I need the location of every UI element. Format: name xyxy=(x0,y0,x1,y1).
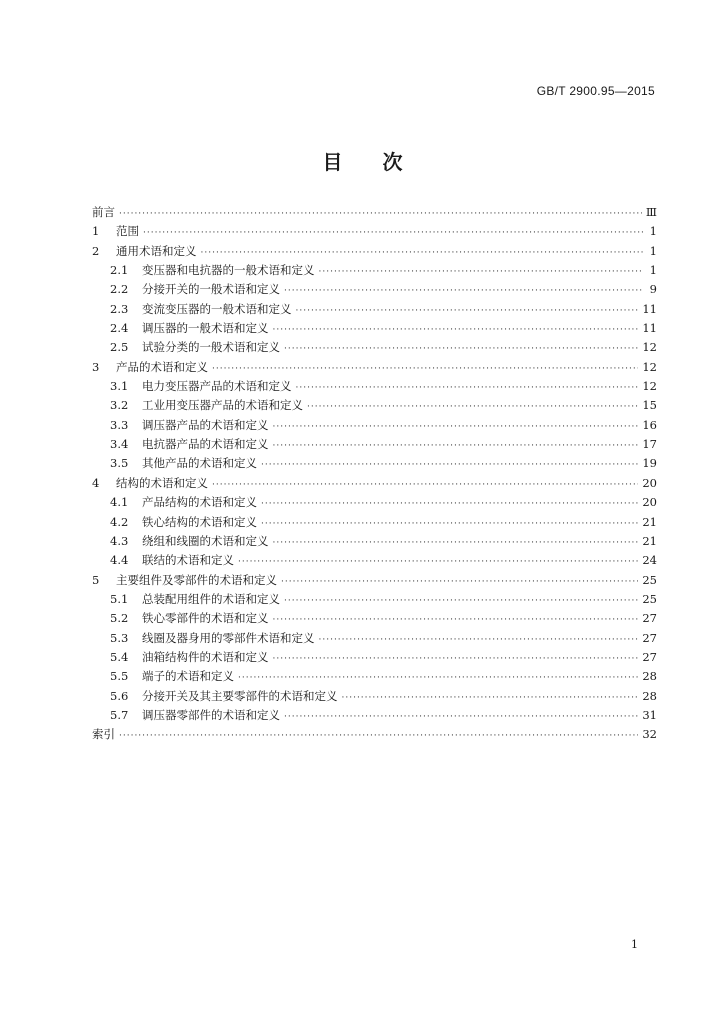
dot-leader xyxy=(212,481,638,490)
toc-entry[interactable] xyxy=(92,417,657,436)
title-char-2: 次 xyxy=(382,150,403,174)
toc-entry-page: 21 xyxy=(642,514,657,529)
toc-entry-number: 3 xyxy=(92,359,100,374)
toc-entry-label: 其他产品的术语和定义 xyxy=(142,456,257,471)
toc-entry[interactable] xyxy=(92,514,657,533)
dot-leader xyxy=(238,674,638,683)
toc-entry-page: 28 xyxy=(642,669,657,684)
dot-leader xyxy=(273,539,639,548)
toc-entry-page: 1 xyxy=(649,243,657,258)
toc-entry-page: Ⅲ xyxy=(645,205,657,219)
toc-entry-page: 12 xyxy=(642,340,657,355)
toc-entry-number: 3.1 xyxy=(110,379,129,394)
toc-entry-page: 25 xyxy=(642,572,657,587)
toc-entry-number: 5.7 xyxy=(110,707,129,722)
toc-entry-page: 12 xyxy=(642,379,657,394)
toc-entry-page: 9 xyxy=(649,282,657,297)
toc-entry-number: 4 xyxy=(92,475,100,490)
toc-entry-number: 2 xyxy=(92,243,100,258)
dot-leader xyxy=(201,249,644,258)
toc-entry[interactable] xyxy=(92,320,657,339)
toc-entry-number: 1 xyxy=(92,224,100,239)
toc-entry-label: 分接开关及其主要零部件的术语和定义 xyxy=(142,688,338,703)
toc-entry-page: 12 xyxy=(642,359,657,374)
toc-entry-label: 产品的术语和定义 xyxy=(116,359,208,374)
toc-entry[interactable] xyxy=(92,397,657,416)
toc-entry-number: 5.5 xyxy=(110,669,129,684)
dot-leader xyxy=(238,558,638,567)
dot-leader xyxy=(212,365,638,374)
toc-entry-label: 试验分类的一般术语和定义 xyxy=(142,340,280,355)
toc-entry-page: 1 xyxy=(649,263,657,278)
toc-entry-page: 17 xyxy=(642,437,657,452)
title-char-1: 目 xyxy=(322,150,343,174)
toc-entry-label: 工业用变压器产品的术语和定义 xyxy=(142,398,303,413)
toc-entry-label: 铁心零部件的术语和定义 xyxy=(142,611,269,626)
toc-entry-page: 28 xyxy=(642,688,657,703)
page-title xyxy=(0,146,725,175)
toc-entry[interactable] xyxy=(92,243,657,262)
toc-entry-page: 1 xyxy=(649,224,657,239)
toc-entry-label: 结构的术语和定义 xyxy=(116,475,208,490)
toc-entry[interactable] xyxy=(92,475,657,494)
dot-leader xyxy=(284,287,643,296)
toc-entry-page: 32 xyxy=(642,727,657,742)
toc-entry-label: 绕组和线圈的术语和定义 xyxy=(142,533,269,548)
toc-entry-label: 调压器产品的术语和定义 xyxy=(142,417,269,432)
toc-entry-label: 油箱结构件的术语和定义 xyxy=(142,649,269,664)
toc-entry[interactable] xyxy=(92,281,657,300)
toc-entry[interactable] xyxy=(92,668,657,687)
toc-entry-page: 27 xyxy=(642,611,657,626)
toc-entry-label: 分接开关的一般术语和定义 xyxy=(142,282,280,297)
toc-entry-label: 索引 xyxy=(92,727,115,742)
toc-entry-page: 20 xyxy=(642,495,657,510)
dot-leader xyxy=(307,403,638,412)
toc-entry-label: 电抗器产品的术语和定义 xyxy=(142,437,269,452)
dot-leader xyxy=(273,326,639,335)
toc-entry-page: 16 xyxy=(642,417,657,432)
dot-leader xyxy=(319,636,639,645)
toc-entry-page: 11 xyxy=(642,301,657,316)
toc-entry-number: 2.3 xyxy=(110,301,129,316)
toc-entry-number: 5.2 xyxy=(110,611,129,626)
toc-entry-label: 范围 xyxy=(116,224,139,239)
toc-entry[interactable] xyxy=(92,494,657,513)
dot-leader xyxy=(261,461,638,470)
toc-entry[interactable] xyxy=(92,455,657,474)
toc-entry-label: 主要组件及零部件的术语和定义 xyxy=(116,572,277,587)
toc-entry[interactable] xyxy=(92,630,657,649)
toc-entry-number: 5.3 xyxy=(110,630,129,645)
toc-entry-label: 铁心结构的术语和定义 xyxy=(142,514,257,529)
dot-leader xyxy=(261,500,638,509)
toc-entry-number: 4.3 xyxy=(110,533,129,548)
toc-entry-page: 15 xyxy=(642,398,657,413)
page-number: 1 xyxy=(631,938,638,951)
dot-leader xyxy=(119,210,642,219)
toc-entry-label: 前言 xyxy=(92,205,115,219)
toc-entry-label: 线圈及器身用的零部件术语和定义 xyxy=(142,630,315,645)
toc-entry[interactable] xyxy=(92,204,657,223)
dot-leader xyxy=(261,520,638,529)
toc-entry-number: 5 xyxy=(92,572,100,587)
toc-entry-label: 调压器零部件的术语和定义 xyxy=(142,707,280,722)
toc-entry[interactable] xyxy=(92,591,657,610)
toc-entry-number: 3.3 xyxy=(110,417,129,432)
dot-leader xyxy=(273,616,639,625)
toc-entry[interactable] xyxy=(92,649,657,668)
toc-entry-number: 5.6 xyxy=(110,688,129,703)
toc-entry-number: 4.1 xyxy=(110,495,129,510)
dot-leader xyxy=(273,655,639,664)
dot-leader xyxy=(273,423,639,432)
dot-leader xyxy=(281,578,638,587)
table-of-contents xyxy=(92,204,657,746)
toc-entry[interactable] xyxy=(92,378,657,397)
toc-entry-label: 通用术语和定义 xyxy=(116,243,197,258)
dot-leader xyxy=(284,713,638,722)
toc-entry-page: 21 xyxy=(642,533,657,548)
toc-entry[interactable] xyxy=(92,301,657,320)
toc-entry[interactable] xyxy=(92,610,657,629)
toc-entry[interactable] xyxy=(92,359,657,378)
toc-entry-number: 2.4 xyxy=(110,321,129,336)
toc-entry-label: 端子的术语和定义 xyxy=(142,669,234,684)
toc-entry-number: 3.2 xyxy=(110,398,129,413)
toc-entry[interactable] xyxy=(92,707,657,726)
toc-entry[interactable] xyxy=(92,262,657,281)
toc-entry-label: 变流变压器的一般术语和定义 xyxy=(142,301,292,316)
dot-leader xyxy=(119,732,638,741)
toc-entry-page: 27 xyxy=(642,630,657,645)
toc-entry-number: 4.2 xyxy=(110,514,129,529)
dot-leader xyxy=(273,442,639,451)
toc-entry-number: 2.1 xyxy=(110,263,129,278)
toc-entry-number: 4.4 xyxy=(110,553,129,568)
toc-entry[interactable] xyxy=(92,533,657,552)
toc-entry-label: 调压器的一般术语和定义 xyxy=(142,321,269,336)
toc-entry-page: 31 xyxy=(642,707,657,722)
toc-entry-number: 5.1 xyxy=(110,591,129,606)
toc-entry-label: 电力变压器产品的术语和定义 xyxy=(142,379,292,394)
toc-entry-number: 3.4 xyxy=(110,437,129,452)
toc-entry-page: 20 xyxy=(642,475,657,490)
toc-entry-label: 变压器和电抗器的一般术语和定义 xyxy=(142,263,315,278)
dot-leader xyxy=(296,384,639,393)
toc-entry-label: 联结的术语和定义 xyxy=(142,553,234,568)
toc-entry-number: 3.5 xyxy=(110,456,129,471)
dot-leader xyxy=(296,307,639,316)
toc-entry-page: 19 xyxy=(642,456,657,471)
dot-leader xyxy=(284,345,638,354)
toc-entry-number: 2.5 xyxy=(110,340,129,355)
toc-entry-page: 25 xyxy=(642,591,657,606)
toc-entry[interactable] xyxy=(92,339,657,358)
toc-entry[interactable] xyxy=(92,688,657,707)
toc-entry[interactable] xyxy=(92,726,657,745)
toc-entry-page: 27 xyxy=(642,649,657,664)
toc-entry[interactable] xyxy=(92,572,657,591)
toc-entry[interactable] xyxy=(92,436,657,455)
toc-entry-page: 24 xyxy=(642,553,657,568)
dot-leader xyxy=(284,597,638,606)
toc-entry[interactable] xyxy=(92,552,657,571)
toc-entry-number: 5.4 xyxy=(110,649,129,664)
toc-entry-page: 11 xyxy=(642,321,657,336)
dot-leader xyxy=(342,694,639,703)
toc-entry[interactable] xyxy=(92,223,657,242)
dot-leader xyxy=(319,268,644,277)
standard-code: GB/T 2900.95—2015 xyxy=(536,84,655,98)
toc-entry-label: 总装配用组件的术语和定义 xyxy=(142,591,280,606)
toc-entry-label: 产品结构的术语和定义 xyxy=(142,495,257,510)
toc-entry-number: 2.2 xyxy=(110,282,129,297)
dot-leader xyxy=(143,229,643,238)
